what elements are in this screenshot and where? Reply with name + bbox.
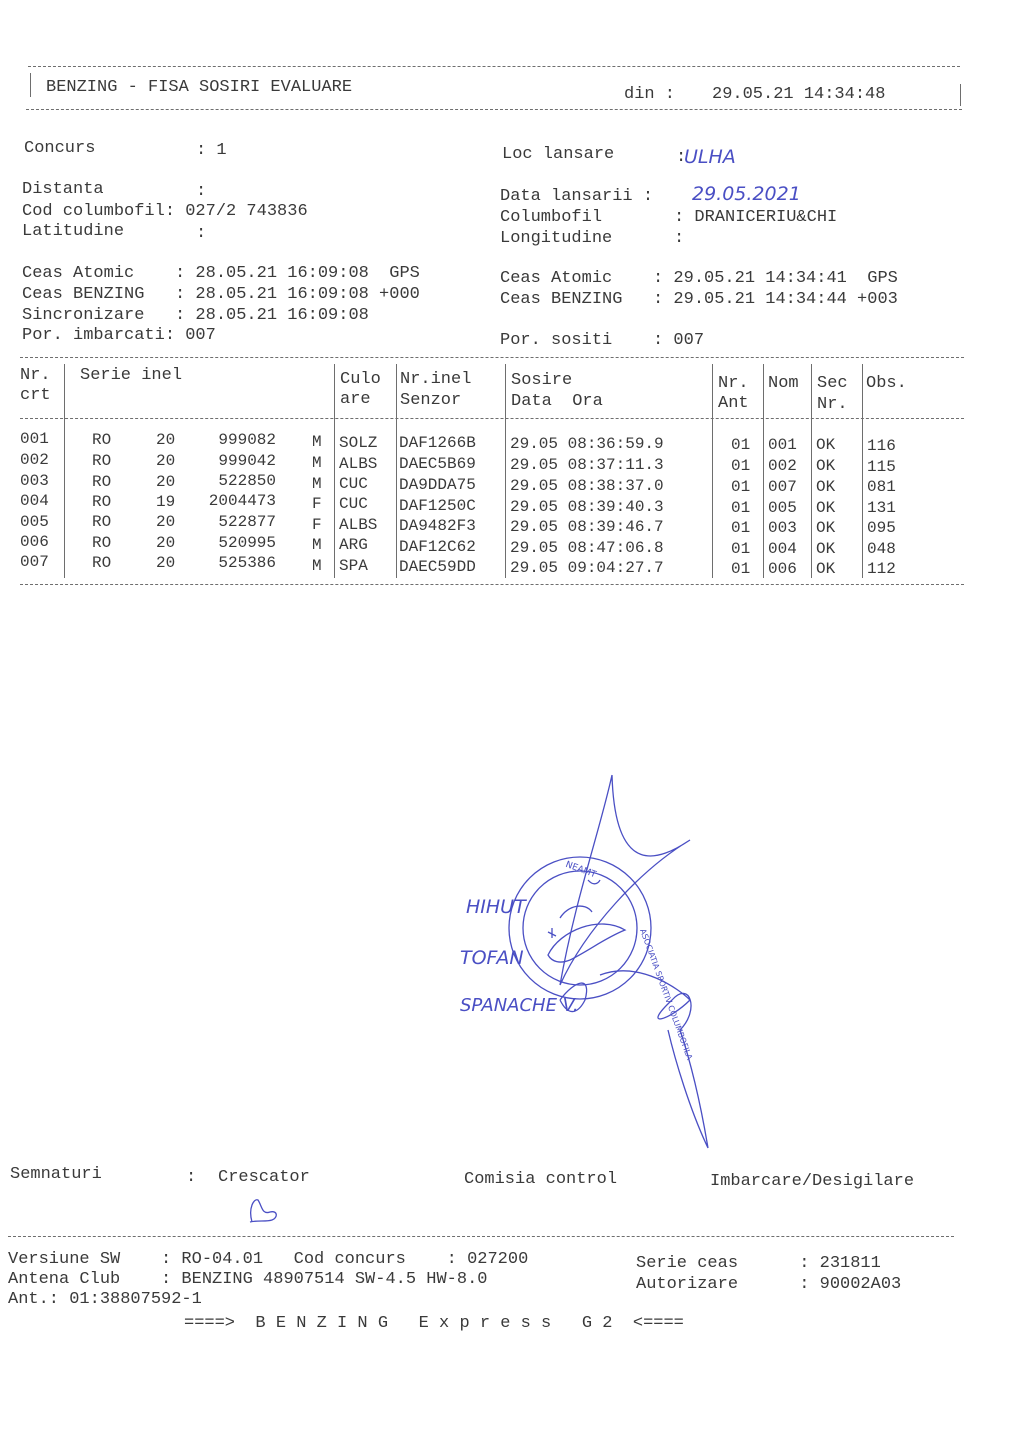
ceas-atomic-left: Ceas Atomic : 28.05.21 16:09:08 GPS: [22, 264, 420, 283]
cell-sec: OK: [816, 519, 836, 537]
th-nr: Nr.: [20, 366, 51, 385]
cell-ant: 01: [731, 540, 751, 558]
distanta-value: :: [196, 182, 207, 201]
porumbei-imbarcati: Por. imbarcati: 007: [22, 326, 216, 345]
cell-nom: 001: [768, 436, 797, 454]
concurs-label: Concurs: [24, 139, 96, 158]
cell-culoare: SPA: [339, 557, 368, 575]
footer-autorizare: Autorizare : 90002A03: [636, 1275, 902, 1294]
th-sec-2: Nr.: [817, 395, 848, 414]
cell-tara: RO: [92, 493, 112, 511]
longitudine-label: Longitudine: [500, 229, 613, 248]
cell-an: 20: [156, 513, 176, 531]
th-serie-inel: Serie inel: [80, 366, 183, 385]
data-lansarii-handwritten: 29.05.2021: [692, 183, 801, 205]
cell-sosire: 29.05 08:36:59.9: [510, 435, 664, 453]
cell-sex: M: [312, 454, 322, 472]
th-sec-1: Sec: [817, 374, 848, 393]
cell-senzor: DAEC59DD: [399, 558, 476, 576]
ceas-atomic-right: Ceas Atomic : 29.05.21 14:34:41 GPS: [500, 269, 898, 288]
cell-sosire: 29.05 08:39:40.3: [510, 498, 664, 516]
cell-culoare: ALBS: [339, 455, 378, 473]
cell-an: 20: [156, 534, 176, 552]
cell-nr: 003: [20, 472, 49, 490]
comisia-control-label: Comisia control: [464, 1170, 618, 1189]
signature-stroke-lower: [600, 971, 708, 1148]
signatory-name-2: TOFAN: [460, 947, 524, 969]
sincronizare: Sincronizare : 28.05.21 16:09:08: [22, 306, 369, 325]
cell-ant: 01: [731, 478, 751, 496]
signatory-name-3: SPANACHE V.: [460, 995, 579, 1016]
semnaturi-label: Semnaturi: [10, 1165, 102, 1184]
cell-culoare: SOLZ: [339, 434, 378, 452]
data-lansarii-label: Data lansarii :: [500, 187, 654, 206]
cell-obs: 131: [867, 499, 896, 517]
th-sosire: Sosire: [511, 371, 573, 390]
footer-antena: Antena Club : BENZING 48907514 SW-4.5 HW-8.0: [8, 1270, 488, 1289]
cell-nr-inel: 522850: [218, 472, 276, 490]
cell-an: 20: [156, 431, 176, 449]
loc-lansare-sep: :: [676, 148, 687, 167]
cell-tara: RO: [92, 513, 112, 531]
ceas-benzing-left: Ceas BENZING : 28.05.21 16:09:08 +000: [22, 285, 420, 304]
cell-culoare: CUC: [339, 475, 368, 493]
cell-sex: F: [312, 516, 322, 534]
cell-tara: RO: [92, 431, 112, 449]
th-culoare-2: are: [340, 390, 371, 409]
cell-nr-inel: 999082: [218, 431, 276, 449]
th-nr-ant-2: Ant: [718, 394, 749, 413]
th-crt: crt: [20, 386, 51, 405]
latitudine-label: Latitudine: [22, 222, 125, 241]
th-nr-ant-1: Nr.: [718, 374, 749, 393]
report-date-value: 29.05.21 14:34:48: [712, 85, 886, 104]
cell-sex: F: [312, 495, 322, 513]
cell-senzor: DA9482F3: [399, 517, 476, 535]
cell-nr-inel: 2004473: [208, 492, 276, 510]
cell-an: 19: [156, 493, 176, 511]
cod-columbofil: Cod columbofil: 027/2 743836: [22, 202, 308, 221]
cell-sec: OK: [816, 478, 836, 496]
footer-brand: ====> B E N Z I N G E x p r e s s G 2 <====: [184, 1314, 684, 1333]
cell-senzor: DA9DDA75: [399, 476, 476, 494]
cell-culoare: ARG: [339, 536, 368, 554]
footer-serie-ceas: Serie ceas : 231811: [636, 1254, 881, 1273]
cell-sec: OK: [816, 540, 836, 558]
loc-lansare-handwritten: ULHA: [684, 146, 736, 168]
cell-an: 20: [156, 452, 176, 470]
distanta-label: Distanta: [22, 180, 104, 199]
th-nrinel: Nr.inel: [400, 370, 472, 389]
cell-nr: 001: [20, 430, 49, 448]
cell-nom: 007: [768, 478, 797, 496]
cell-tara: RO: [92, 534, 112, 552]
cell-sosire: 29.05 08:38:37.0: [510, 477, 664, 495]
cell-sosire: 29.05 08:47:06.8: [510, 539, 664, 557]
th-data-ora: Data Ora: [511, 392, 603, 411]
cell-ant: 01: [731, 457, 751, 475]
imbarcare-desigilare-label: Imbarcare/Desigilare: [710, 1172, 915, 1191]
cell-nr: 007: [20, 553, 49, 571]
cell-sosire: 29.05 08:39:46.7: [510, 518, 664, 536]
cell-nr-inel: 525386: [218, 554, 276, 572]
cell-nom: 004: [768, 540, 797, 558]
footer-versiune: Versiune SW : RO-04.01 Cod concurs : 027200: [8, 1250, 529, 1269]
seal-ring-text: ASOCIATIA SPORTIV COLUMBOFILA: [638, 927, 695, 1062]
cell-tara: RO: [92, 554, 112, 572]
cell-ant: 01: [731, 436, 751, 454]
footer-rule: [8, 1236, 954, 1237]
th-senzor: Senzor: [400, 391, 462, 410]
footer-ant: Ant.: 01:38807592-1: [8, 1290, 202, 1309]
cell-nr: 004: [20, 492, 49, 510]
cell-senzor: DAF1266B: [399, 434, 476, 452]
cell-senzor: DAF1250C: [399, 497, 476, 515]
ceas-benzing-right: Ceas BENZING : 29.05.21 14:34:44 +003: [500, 290, 898, 309]
cell-ant: 01: [731, 560, 751, 578]
columbofil-label: Columbofil: [500, 208, 603, 227]
cell-obs: 115: [867, 458, 896, 476]
th-obs: Obs.: [866, 374, 907, 393]
cell-obs: 081: [867, 478, 896, 496]
cell-nom: 005: [768, 499, 797, 517]
semnaturi-sep: :: [186, 1168, 197, 1187]
cell-sec: OK: [816, 436, 836, 454]
cell-nr-inel: 522877: [218, 513, 276, 531]
concurs-value: : 1: [196, 141, 227, 160]
cell-nr: 006: [20, 533, 49, 551]
th-nom: Nom: [768, 374, 799, 393]
cell-nom: 002: [768, 457, 797, 475]
columbofil-value: : DRANICERIU&CHI: [674, 208, 838, 227]
cell-sosire: 29.05 09:04:27.7: [510, 559, 664, 577]
cell-tara: RO: [92, 452, 112, 470]
cell-sec: OK: [816, 457, 836, 475]
cell-nr: 005: [20, 513, 49, 531]
latitudine-value: :: [196, 224, 207, 243]
crescator-signature: [250, 1200, 276, 1222]
th-culoare-1: Culo: [340, 370, 381, 389]
cell-culoare: ALBS: [339, 516, 378, 534]
cell-ant: 01: [731, 519, 751, 537]
cell-an: 20: [156, 473, 176, 491]
cell-nom: 003: [768, 519, 797, 537]
cell-tara: RO: [92, 473, 112, 491]
cell-ant: 01: [731, 499, 751, 517]
cell-nr-inel: 520995: [218, 534, 276, 552]
cell-sosire: 29.05 08:37:11.3: [510, 456, 664, 474]
cell-culoare: CUC: [339, 495, 368, 513]
cell-sex: M: [312, 536, 322, 554]
cell-nom: 006: [768, 560, 797, 578]
longitudine-value: :: [674, 229, 685, 248]
signatory-name-1: HIHUT: [466, 896, 526, 918]
cell-obs: 116: [867, 437, 896, 455]
seal-top-text: NEAMT: [564, 859, 598, 881]
cell-nr: 002: [20, 451, 49, 469]
porumbei-sositi: Por. sositi : 007: [500, 331, 705, 350]
cell-an: 20: [156, 554, 176, 572]
cell-senzor: DAEC5B69: [399, 455, 476, 473]
cell-sex: M: [312, 433, 322, 451]
cell-obs: 112: [867, 560, 896, 578]
cell-obs: 048: [867, 540, 896, 558]
report-date-label: din :: [624, 85, 676, 104]
cell-sec: OK: [816, 560, 836, 578]
cell-sex: M: [312, 557, 322, 575]
crescator-label: Crescator: [218, 1168, 310, 1187]
report-title: BENZING - FISA SOSIRI EVALUARE: [46, 78, 353, 97]
seal-bird: [548, 924, 625, 962]
cell-nr-inel: 999042: [218, 452, 276, 470]
loc-lansare-label: Loc lansare: [502, 145, 615, 164]
signature-stroke-upper: [560, 775, 690, 985]
cell-obs: 095: [867, 519, 896, 537]
cell-sec: OK: [816, 499, 836, 517]
cell-senzor: DAF12C62: [399, 538, 476, 556]
cell-sex: M: [312, 475, 322, 493]
